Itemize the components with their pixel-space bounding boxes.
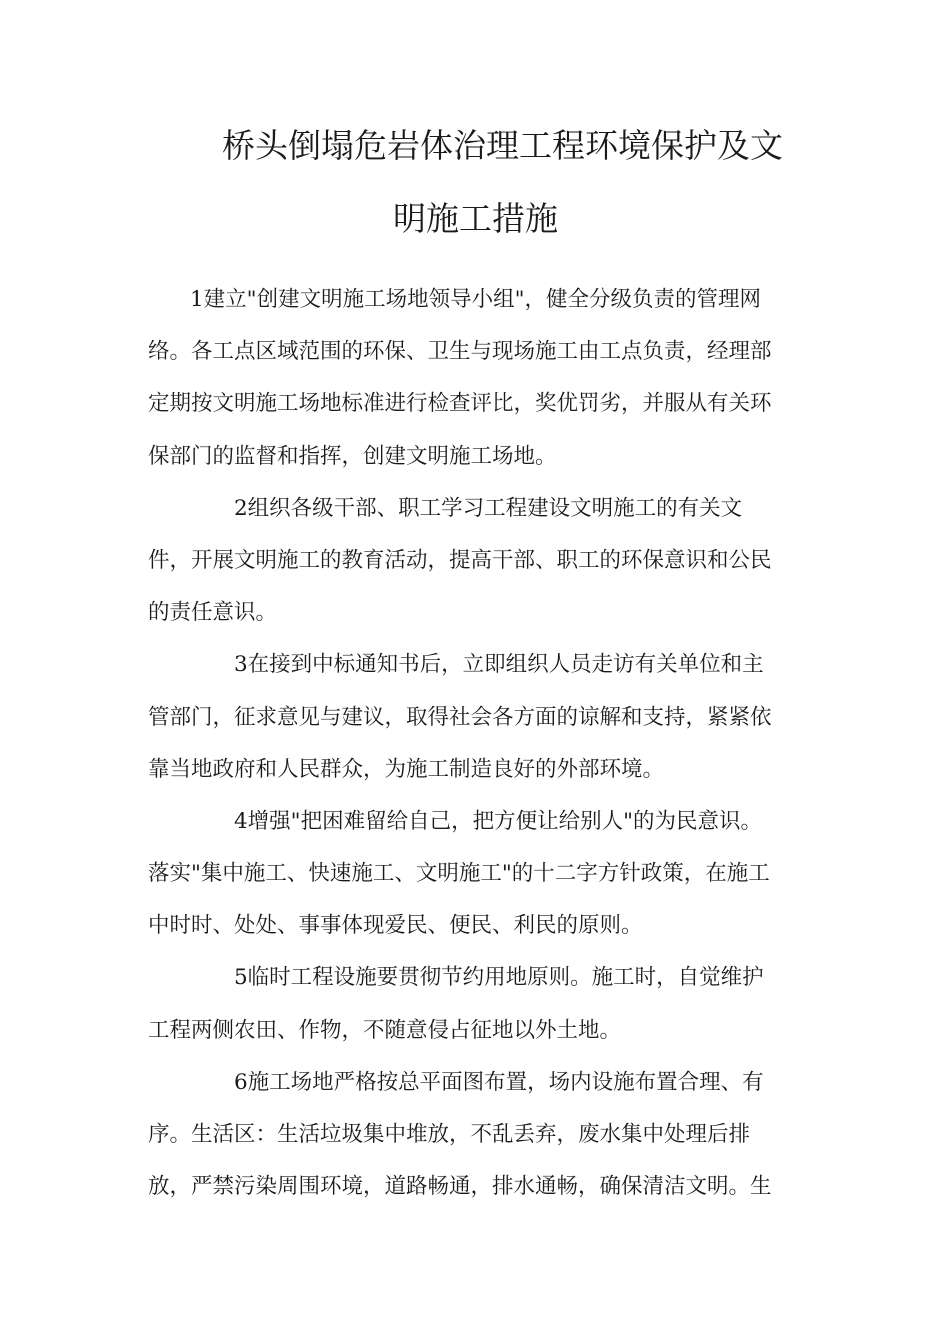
paragraph-2-line-1: 2组织各级干部、职工学习工程建设文明施工的有关文 <box>234 495 743 521</box>
paragraph-1-line-4: 保部门的监督和指挥，创建文明施工场地。 <box>148 443 557 469</box>
paragraph-5-line-2: 工程两侧农田、作物，不随意侵占征地以外土地。 <box>148 1017 622 1043</box>
paragraph-6-line-1: 6施工场地严格按总平面图布置，场内设施布置合理、有 <box>234 1069 764 1095</box>
paragraph-4-line-3: 中时时、处处、事事体现爱民、便民、利民的原则。 <box>148 913 643 939</box>
document-body <box>148 274 802 1213</box>
paragraph-1-line-2: 络。各工点区域范围的环保、卫生与现场施工由工点负责，经理部 <box>148 339 772 365</box>
paragraph-1-line-1: 1建立"创建文明施工场地领导小组"，健全分级负责的管理网 <box>190 287 761 312</box>
paragraph-3-line-3: 靠当地政府和人民群众，为施工制造良好的外部环境。 <box>148 756 665 782</box>
paragraph-6-line-3: 放，严禁污染周围环境，道路畅通，排水通畅，确保清洁文明。生 <box>148 1174 772 1200</box>
paragraph-4-line-1: 4增强"把困难留给自己，把方便让给别人"的为民意识。 <box>234 808 762 834</box>
paragraph-4-line-2: 落实"集中施工、快速施工、文明施工"的十二字方针政策，在施工 <box>148 861 770 887</box>
paragraph-2-line-3: 的责任意识。 <box>148 600 278 626</box>
document-title-line-1: 桥头倒塌危岩体治理工程环境保护及文 <box>222 126 783 165</box>
paragraph-5-line-1: 5临时工程设施要贯彻节约用地原则。施工时，自觉维护 <box>234 965 764 991</box>
paragraph-3-line-2: 管部门，征求意见与建议，取得社会各方面的谅解和支持，紧紧依 <box>148 704 772 730</box>
paragraph-2-line-2: 件，开展文明施工的教育活动，提高干部、职工的环保意识和公民 <box>148 547 772 573</box>
paragraph-3-line-1: 3在接到中标通知书后，立即组织人员走访有关单位和主 <box>234 652 764 678</box>
paragraph-6-line-2: 序。生活区：生活垃圾集中堆放，不乱丢弃，废水集中处理后排 <box>148 1122 751 1147</box>
paragraph-1-line-3: 定期按文明施工场地标准进行检查评比，奖优罚劣，并服从有关环 <box>148 391 772 417</box>
document-title-line-2: 明施工措施 <box>393 199 558 238</box>
